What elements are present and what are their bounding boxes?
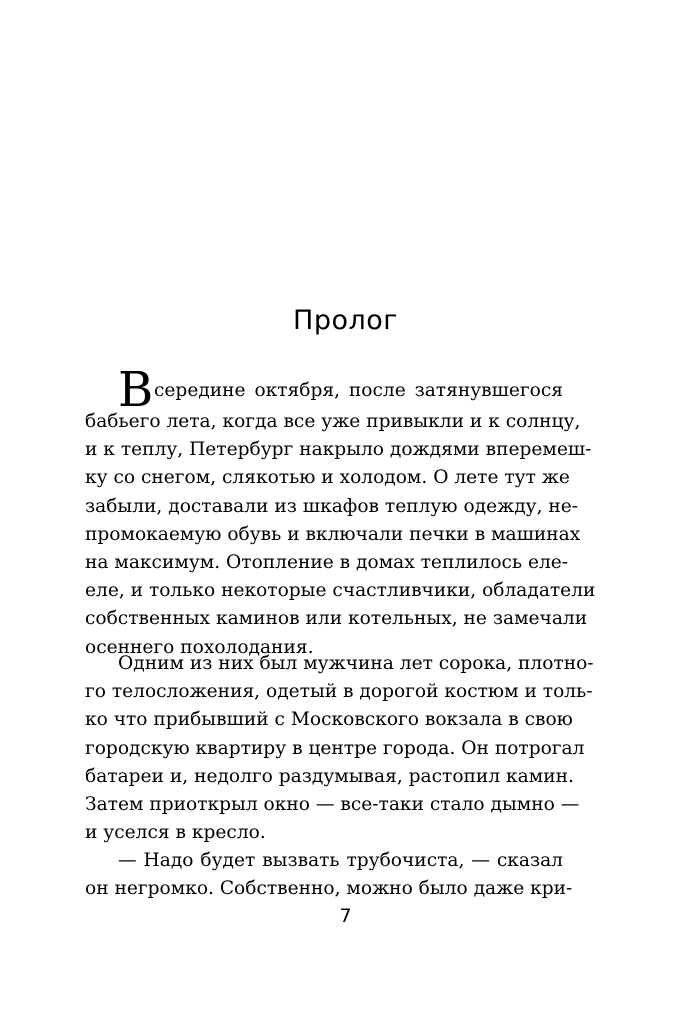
text-line: Одним из них был мужчина лет сорока, плотно- [118,653,594,674]
text-line: ку со снегом, слякотью и холодом. О лете тут же [85,467,570,489]
text-line: промокаемую обувь и включали печки в машинах [85,523,581,545]
text-line: забыли, доставали из шкафов теплую одежду, не- [85,495,579,517]
drop-cap: В [118,362,154,418]
text-line: на максимум. Отопление в домах теплилось еле- [85,551,569,573]
chapter-title: Пролог [293,305,398,336]
text-line: еле, и только некоторые счастливчики, обладатели [85,580,596,602]
paragraph-1 [85,362,596,662]
text-line: бабьего лета, когда все уже привыкли и к солнцу, [85,411,581,432]
text-line: го телосложения, одетый в дорогой костюм и толь- [85,681,593,703]
page-number: 7 [339,905,352,927]
text-line: батареи и, недолго раздумывая, растопил камин. [85,765,574,787]
text-line: он негромко. Собственно, можно было даже кри- [85,878,573,900]
text-line: Затем приоткрыл окно — все-таки стало дымно — [85,793,580,815]
text-line: и уселся в кресло. [85,822,266,844]
text-line: собственных каминов или котельных, не замечали [85,608,588,630]
text-line: осеннего похолодания. [85,636,314,658]
text-line: городскую квартиру в центре города. Он потрогал [85,737,585,759]
paragraph-3 [85,847,573,903]
text-line: — Надо будет вызвать трубочиста, — сказал [118,850,563,871]
text-line: и к теплу, Петербург накрыло дождями вперемеш- [85,439,592,461]
paragraph-2 [85,650,594,847]
text-line: ко что прибывший с Московского вокзала в свою [85,709,573,731]
paragraph-first-line [85,362,563,418]
first-line-text: середине октября, после затянувшегося [154,380,563,401]
